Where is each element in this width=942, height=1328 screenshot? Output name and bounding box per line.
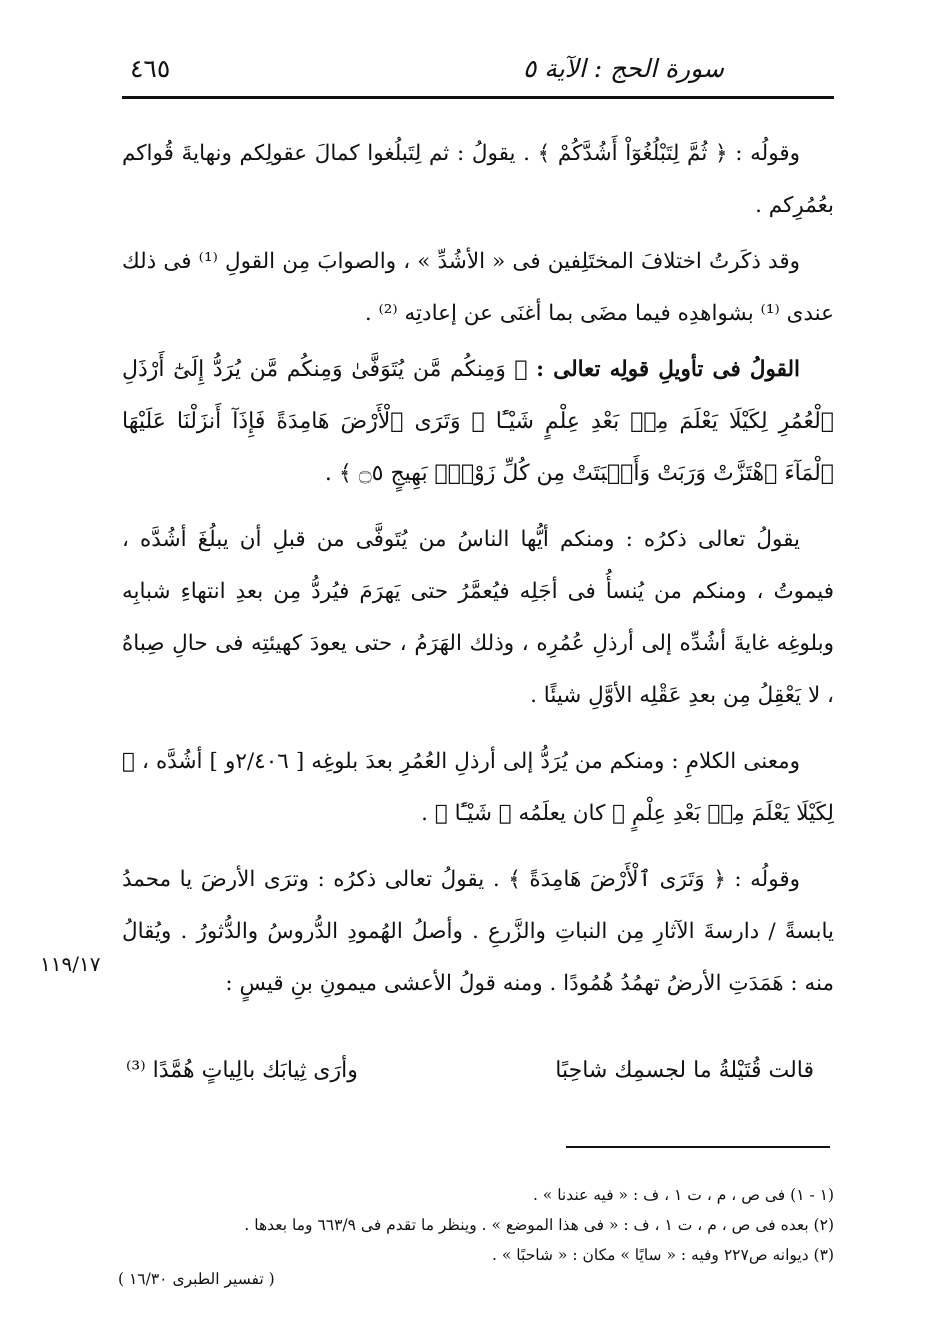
footnote-rule xyxy=(566,1146,830,1148)
page-header xyxy=(122,48,834,98)
footnote: (٣) ديوانه ص٢٢٧ وفيه : « سايًا » مكان : « شاحبًا » . xyxy=(492,1246,834,1264)
header-rule xyxy=(122,96,834,99)
footnote: (٢) بعده فى ص ، م ، ت ١ ، ف : « فى هذا الموضع » . وينظر ما تقدم فى ٦٦٣/٩ وما بعدها . xyxy=(244,1216,834,1234)
paragraph-5: ومعنى الكلامِ : ومنكم من يُرَدُّ إلى أرذلِ العُمُرِ بعدَ بلوغِه [ ٢/٤٠٦و ] أشُدَّه ، ﴿ لِكَيْلَا يَعْلَمَ مِنۢ بَعْدِ عِلْمٍ ﴾ كان يعلَمُه ﴿ شَيْـًٔا ﴾ . xyxy=(122,749,834,826)
margin-reference: ١١٩/١٧ xyxy=(40,952,101,976)
paragraph-3 xyxy=(122,344,834,500)
paragraph-1: وقولُه : ﴿ ثُمَّ لِتَبْلُغُوٓاْ أَشُدَّكُمْ ﴾ . يقولُ : ثم لِتَبلُغوا كمالَ عقولِكم ونهايةَ قُواكم بعُمُرِكم . xyxy=(122,141,834,218)
quran-verse: ﴿ وَمِنكُم مَّن يُتَوَفَّىٰ وَمِنكُم مَّن يُرَدُّ إِلَىٰٓ أَرْذَلِ ٱلْعُمُرِ لِكَيْلَا يَعْلَمَ مِنۢ بَعْدِ عِلْمٍ شَيْـًٔا ۚ وَتَرَى ٱلْأَرْضَ هَامِدَةً فَإِذَآ أَنزَلْنَا عَلَيْهَا ٱلْمَآءَ ٱهْتَزَّتْ وَرَبَتْ وَأَنۢبَتَتْ مِن كُلِّ زَوْجٍۭ بَهِيجٍ ۝٥ ﴾ . xyxy=(122,357,834,486)
verse-hemistich-1: قالت قُتَيْلةُ ما لجسمِك شاحِبًا xyxy=(555,1058,814,1083)
paragraph-2: وقد ذكَرتُ اختلافَ المختَلِفين فى « الأشُدِّ » ، والصوابَ مِن القولِ ⁽¹⁾ فى ذلك عندى ⁽¹⁾ بشواهدِه فيما مضَى بما أغنَى عن إعادتِه ⁽²⁾ . xyxy=(122,249,834,326)
paragraph-6: وقولُه : ﴿ وَتَرَى ٱلْأَرْضَ هَامِدَةً ﴾ . يقولُ تعالى ذكرُه : وترَى الأرضَ يا محمدُ يابسةً / دارسةَ الآثارِ مِن النباتِ والزَّرعِ . وأصلُ الهُمودِ الدُّروسُ والدُّثورُ . ويُقالُ منه : هَمَدَتِ الأرضُ تهمُدُ هُمُودًا . ومنه قولُ الأعشى ميمونِ بنِ قيسٍ : xyxy=(122,867,834,996)
footnotes xyxy=(122,1180,834,1270)
page-number: ٤٦٥ xyxy=(130,54,171,83)
surah-title: سورة الحج : الآية ٥ xyxy=(522,54,724,83)
paragraph-4: يقولُ تعالى ذكرُه : ومنكم أيُّها الناسُ من يُتَوفَّى من قبلِ أن يبلُغَ أشُدَّه ، فيموتُ ، ومنكم من يُنسأُ فى أجَلِه فيُعمَّرُ حتى يَهرَمَ فيُردُّ مِن بعدِ انتهاءِ شبابِه وبلوغِه غايةَ أشُدِّه إلى أرذلِ عُمُرِه ، وذلك الهَرَمُ ، حتى يعودَ كهيئتِه فى حالِ صِباهُ ، لا يَعْقِلُ مِن بعدِ عَقْلِه الأوَّلِ شيئًا . xyxy=(122,527,834,708)
footnote: (١ - ١) فى ص ، م ، ت ١ ، ف : « فيه عندنا » . xyxy=(532,1186,834,1204)
running-footer: ( تفسير الطبرى ١٦/٣٠ ) xyxy=(118,1270,275,1288)
section-heading: القولُ فى تأويلِ قولِه تعالى : xyxy=(536,357,800,382)
verse-hemistich-2: وأرَى ثِيابَك بالِياتٍ هُمَّدًا ⁽³⁾ xyxy=(126,1058,358,1083)
main-text xyxy=(122,128,834,1024)
